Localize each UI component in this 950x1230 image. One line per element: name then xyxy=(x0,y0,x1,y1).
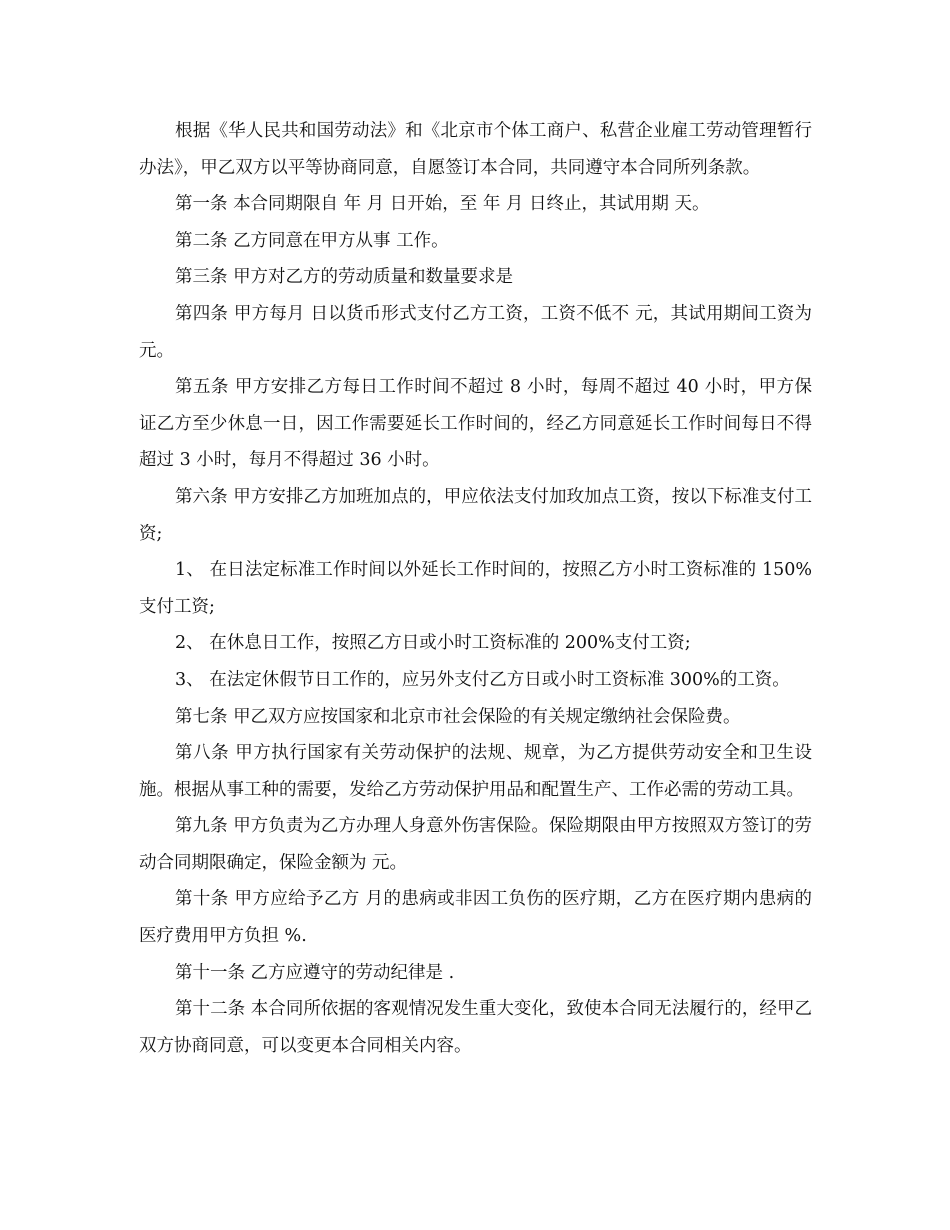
article-7-paragraph: 第七条 甲乙双方应按国家和北京市社会保险的有关规定缴纳社会保险费。 xyxy=(175,706,741,727)
article-6-item-2: 2、 在休息日工作，按照乙方日或小时工资标准的 200%支付工资; xyxy=(175,633,691,654)
article-11-paragraph: 第十一条 乙方应遵守的劳动纪律是 . xyxy=(175,962,455,983)
preamble-paragraph: 根据《华人民共和国劳动法》和《北京市个体工商户、私营企业雇工劳动管理暂行办法》，甲乙双方以平等协商同意，自愿签订本合同，共同遵守本合同所列条款。 xyxy=(139,121,812,178)
article-6-paragraph: 第六条 甲方安排乙方加班加点的，甲应依法支付加玫加点工资，按以下标准支付工资; xyxy=(139,486,812,544)
article-6-item-1: 1、 在日法定标准工作时间以外延长工作时间的，按照乙方小时工资标准的 150%支付工资; xyxy=(139,560,812,617)
article-1-paragraph: 第一条 本合同期限自 年 月 日开始，至 年 月 日终止，其试用期 天。 xyxy=(175,194,710,215)
article-4-paragraph: 第四条 甲方每月 日以货币形式支付乙方工资，工资不低不 元，其试用期间工资为 元。 xyxy=(139,303,812,361)
article-6-item-3: 3、 在法定休假节日工作的，应另外支付乙方日或小时工资标准 300%的工资。 xyxy=(175,669,790,690)
article-8-paragraph: 第八条 甲方执行国家有关劳动保护的法规、规章，为乙方提供劳动安全和卫生设施。根据从事工种的需要，发给乙方劳动保护用品和配置生产、工作必需的劳动工具。 xyxy=(139,743,812,800)
article-5-paragraph: 第五条 甲方安排乙方每日工作时间不超过 8 小时，每周不超过 40 小时，甲方保证乙方至少休息一日，因工作需要延长工作时间的，经乙方同意延长工作时间每日不得超过 3 小时，每月不得超过 36 小时。 xyxy=(139,377,812,471)
article-9-paragraph: 第九条 甲方负责为乙方办理人身意外伤害保险。保险期限由甲方按照双方签订的劳动合同期限确定，保险金额为 元。 xyxy=(139,816,812,873)
article-2-paragraph: 第二条 乙方同意在甲方从事 工作。 xyxy=(175,230,449,251)
article-10-paragraph: 第十条 甲方应给予乙方 月的患病或非因工负伤的医疗期，乙方在医疗期内患病的医疗费用甲方负担 %. xyxy=(139,889,812,947)
contract-body xyxy=(139,113,812,1064)
article-12-paragraph: 第十二条 本合同所依据的客观情况发生重大变化，致使本合同无法履行的，经甲乙双方协商同意，可以变更本合同相关内容。 xyxy=(139,999,812,1056)
article-3-paragraph: 第三条 甲方对乙方的劳动质量和数量要求是 xyxy=(175,267,514,288)
